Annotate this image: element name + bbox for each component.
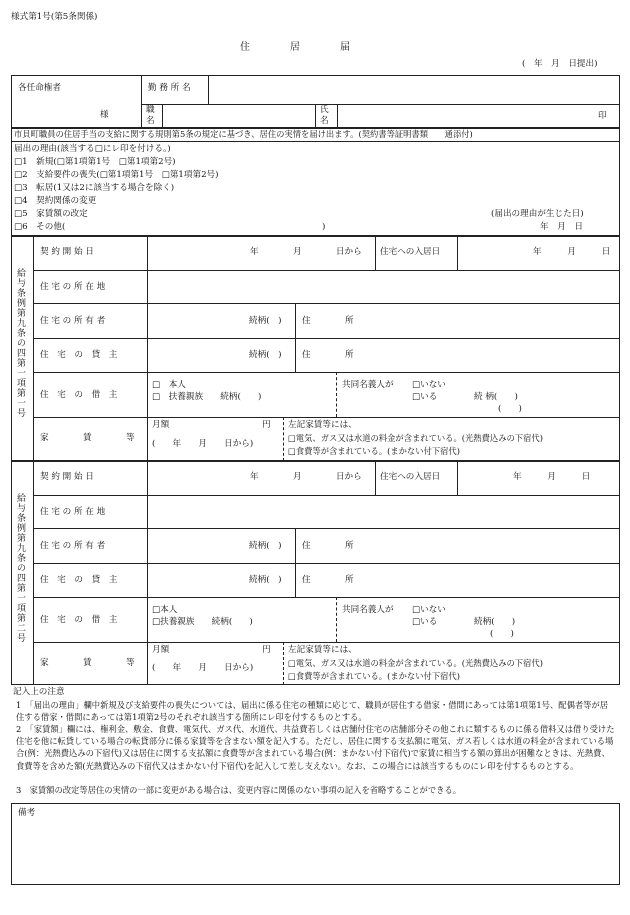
s1-location-label: 住 宅 の 所 在 地 [40,282,106,292]
s2-joint-name[interactable]: ( ) [490,629,514,639]
s1-movein-date[interactable]: 年 月 日 [533,247,611,257]
s1-contract-date[interactable]: 年 月 日から [250,247,362,257]
s1-contract-label: 契 約 開 始 日 [40,247,94,257]
s1-movein-label: 住宅への入居日 [380,247,441,257]
s2-lender-address-label: 住 所 [302,575,354,585]
form-number: 様式第1号(第5条関係) [11,12,98,22]
appointer-label: 各任命権者 [18,83,61,93]
s2-dependent-checkbox[interactable]: □扶養親族 続柄( ) [152,617,253,627]
s2-lender-label: 住 宅 の 貸 主 [40,575,118,585]
s2-utilities-checkbox[interactable]: □電気、ガス又は水道の料金が含まれている。(光熱費込みの下宿代) [288,658,543,668]
s2-contract-label: 契 約 開 始 日 [40,472,94,482]
submission-date: ( 年 月 日提出) [522,59,598,69]
s2-joint-none[interactable]: □いない [412,605,446,615]
s1-meals-checkbox[interactable]: □食費等が含まれている。(まかない付下宿代) [288,446,460,456]
s2-monthly-label: 月額 [152,645,170,655]
s1-since[interactable]: ( 年 月 日から) [152,439,254,449]
s2-meals-checkbox[interactable]: □食費等が含まれている。(まかない付下宿代) [288,671,460,681]
reason-heading: 届出の理由(該当する□にレ印を付ける。) [14,144,171,154]
note-3: 3 家賃額の改定等居住の実情の一部に変更がある場合は、変更内容に関係のない事項の記入を省略することができる。 [16,785,462,795]
workplace-label: 勤 務 所 名 [148,83,191,93]
reason-move[interactable]: □3 転居(1又は2に該当する場合を除く) [14,183,175,193]
position-label-1: 職 [146,105,155,115]
s1-lender-label: 住 宅 の 貸 主 [40,350,118,360]
note-2: 2 「家賃額」欄には、権利金、敷金、食費、電気代、ガス代、水道代、共益費若しくは店舗付住宅の店舗部分その他これに類するものに係る借料又は借り受けた住宅を他に転貸している場合の転貸部分に係る家賃等を含まない額を記入する。ただし、居住に関する支払額に電気、ガス若しくは水道の料金が含まれている場合(例：光熱費込みの下宿代)又は居住に関する支払額に食費等が含まれている場合(例：まかない付下宿代)で家賃に相当する額の算出が困難なときは、光熱費、食費等を含めた額(光熱費込みの下宿代又はまかない付下宿代)を記入して差し支えない。なお、この場合には該当するものにレ印を付するものとする。 [16,724,615,771]
s1-dependent-checkbox[interactable]: □ 扶養親族 続柄( ) [152,392,262,402]
occurrence-date[interactable]: 年 月 日 [540,222,583,232]
s2-movein-date[interactable]: 年 月 日 [513,472,591,482]
position-label-2: 名 [146,116,155,126]
s2-yen: 円 [262,645,271,655]
s2-lender-relation[interactable]: 続柄( ) [249,575,282,585]
s1-lender-address-label: 住 所 [302,350,354,360]
s1-joint-label: 共同名義人が [342,380,394,390]
s1-rent-note-1: 左記家賃等には、 [288,420,357,430]
s1-monthly-label: 月額 [152,420,170,430]
s1-utilities-checkbox[interactable]: □電気、ガス又は水道の料金が含まれている。(光熱費込みの下宿代) [288,433,543,443]
statement-text: 市貝町職員の住居手当の支給に関する規則第5条の規定に基づき、居住の実情を届け出ます。(契約書等証明書類 通添付) [14,129,473,139]
reason-other[interactable]: □6 その他( [14,222,66,232]
note-1: 1 「届出の理由」欄中新規及び支給要件の喪失については、届出に係る住宅の種類に応じて、職員が居住する借家・借間にあっては第1項第1号、配偶者等が居住する借家・借間にあっては第1項第2号のそれぞれ該当する箇所にレ印を付するものとする。 [16,700,609,723]
s2-joint-exists[interactable]: □いる [412,617,438,627]
position-field[interactable] [170,107,310,125]
s1-joint-none[interactable]: □いない [412,380,446,390]
occurrence-label: (届出の理由が生じた日) [491,209,584,219]
name-field[interactable] [345,107,575,125]
s2-movein-label: 住宅への入居日 [380,472,441,482]
s2-owner-label: 住 宅 の 所 有 者 [40,541,106,551]
s2-rent-label: 家 賃 等 [40,658,135,668]
s1-joint-relation[interactable]: 続 柄( ) [474,392,518,402]
s1-rent-label: 家 賃 等 [40,433,135,443]
s1-borrower-label: 住 宅 の 借 主 [40,390,118,400]
s2-since[interactable]: ( 年 月 日から) [152,663,254,673]
s1-joint-exists[interactable]: □いる [412,392,438,402]
reason-new[interactable]: □1 新規(□第1項第1号 □第1項第2号) [14,157,176,167]
section-1-side-label: 給与条例第九条の四第一項第一号 [15,268,25,418]
s2-self-checkbox[interactable]: □本人 [152,605,178,615]
reason-rent-revision[interactable]: □5 家賃額の改定 [14,209,88,219]
s1-yen: 円 [262,420,271,430]
section-2-side-label: 給与条例第九条の四第一項第二号 [15,493,25,643]
s2-owner-address-label: 住 所 [302,541,354,551]
remarks-box[interactable] [11,803,620,885]
reason-other-close: ) [322,222,326,232]
honorific: 様 [100,110,109,120]
reason-contract-change[interactable]: □4 契約関係の変更 [14,196,97,206]
name-label-2: 名 [320,116,329,126]
s1-owner-address-label: 住 所 [302,316,354,326]
s2-rent-note-1: 左記家賃等には、 [288,645,357,655]
s2-joint-label: 共同名義人が [342,605,394,615]
workplace-field[interactable] [225,82,615,98]
s1-lender-relation[interactable]: 続柄( ) [249,350,282,360]
s2-borrower-label: 住 宅 の 借 主 [40,615,118,625]
s1-self-checkbox[interactable]: □ 本人 [152,380,186,390]
notes-heading: 記入上の注意 [13,687,65,697]
s2-owner-relation[interactable]: 続柄( ) [249,541,282,551]
remarks-label: 備考 [18,808,36,818]
s1-owner-label: 住 宅 の 所 有 者 [40,316,106,326]
s2-joint-relation[interactable]: 続柄( ) [474,617,516,627]
s1-joint-name[interactable]: ( ) [498,404,522,414]
seal-mark: 印 [598,111,607,121]
s2-location-field[interactable] [155,502,615,522]
s2-location-label: 住 宅 の 所 在 地 [40,507,106,517]
form-title: 住 居 届 [240,42,350,53]
reason-loss[interactable]: □2 支給要件の喪失(□第1項第1号 □第1項第2号) [14,170,219,180]
s1-location-field[interactable] [155,277,615,297]
s1-owner-relation[interactable]: 続柄( ) [249,316,282,326]
name-label-1: 氏 [320,105,329,115]
s2-contract-date[interactable]: 年 月 日から [250,472,362,482]
